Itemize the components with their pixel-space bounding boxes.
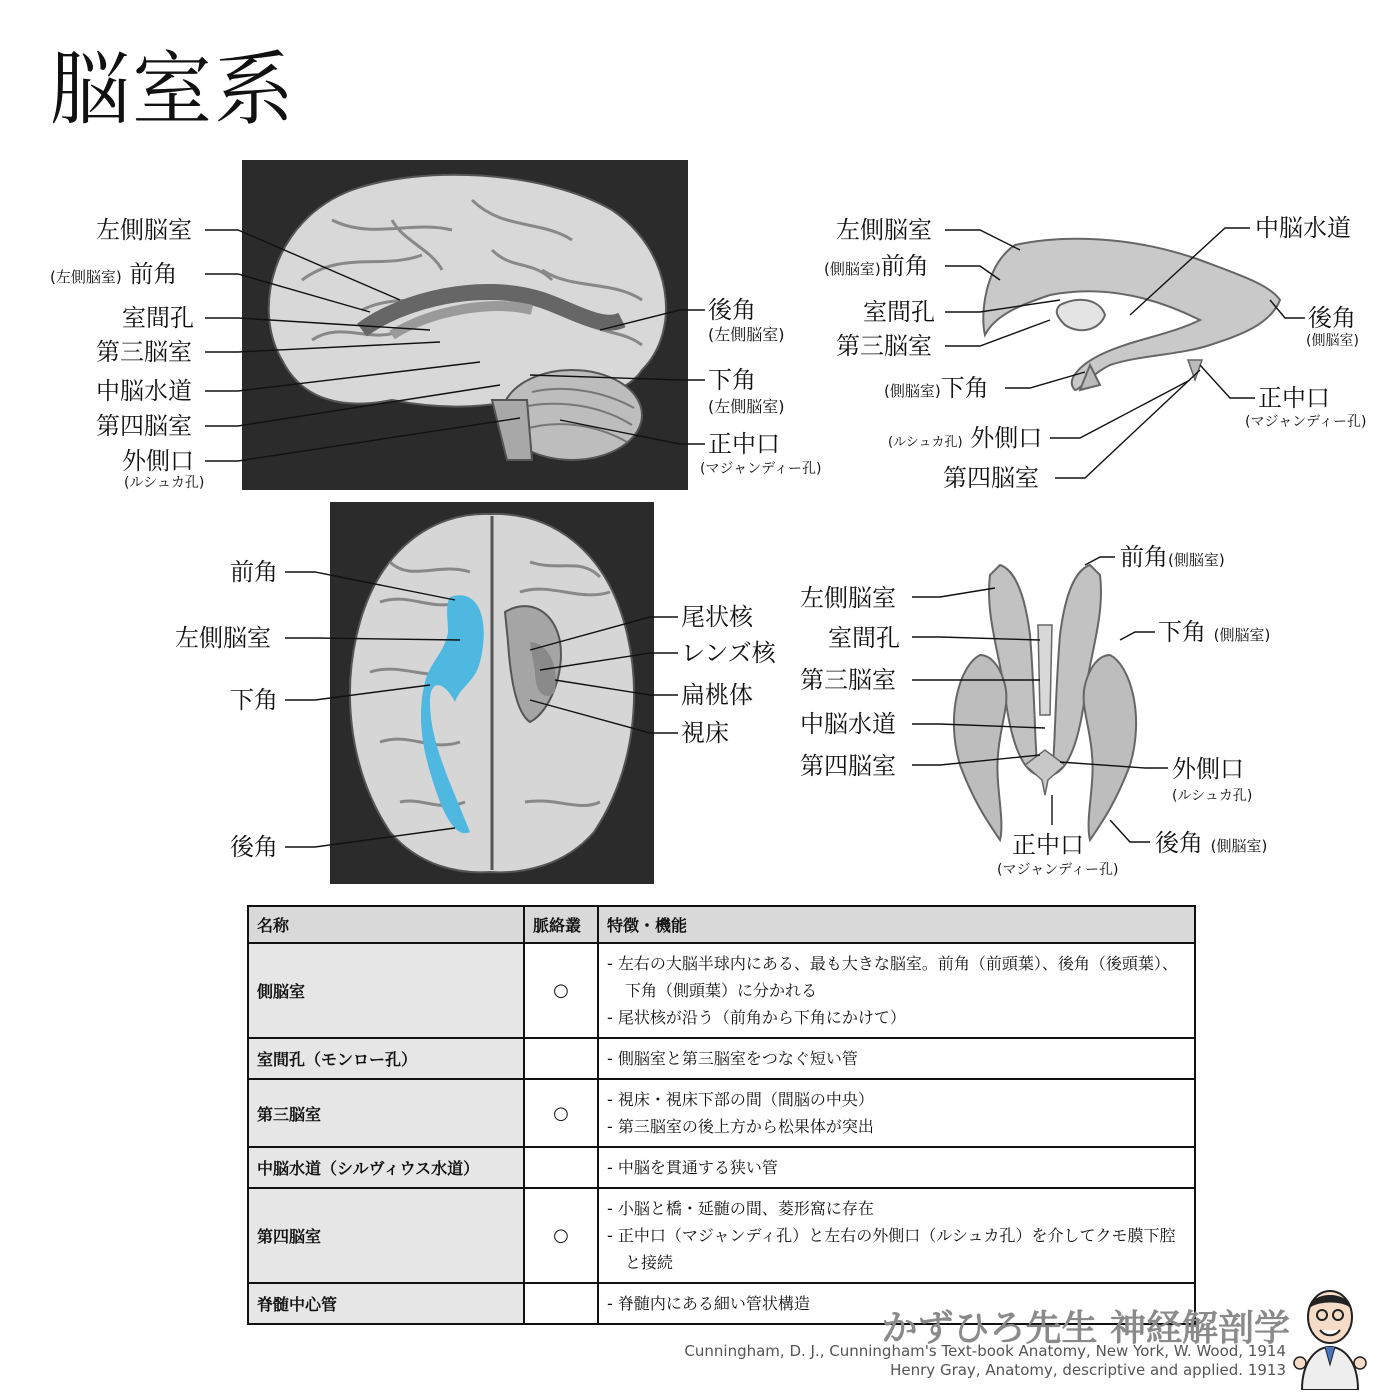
fig4-label-lateral-aperture: 外側口 (1172, 755, 1244, 783)
row-plexus (524, 1283, 598, 1324)
row-plexus: ○ (524, 1079, 598, 1147)
fig4-label-inferior-horn (1158, 617, 1270, 650)
fig1-sub-posterior: (左側脳室) (708, 325, 785, 344)
fig2-label-third-ventricle: 第三脳室 (836, 332, 932, 360)
row-features (598, 1147, 1195, 1188)
fig2-label-median-aperture: 正中口 (1258, 384, 1330, 412)
fig2-lateral-aperture-text: 外側口 (970, 424, 1043, 452)
feature-line: - 脊髄内にある細い管状構造 (607, 1294, 810, 1313)
fig1-sub-luschka: (ルシュカ孔) (124, 475, 205, 491)
row-name: 第三脳室 (248, 1079, 524, 1147)
fig4-label-cerebral-aqueduct: 中脳水道 (800, 710, 896, 738)
fig2-sub-magendie: (マジャンディー孔) (1245, 414, 1367, 430)
fig4-sub-anterior: (側脳室) (1168, 551, 1225, 569)
fig2-label-fourth-ventricle: 第四脳室 (943, 464, 1039, 492)
fig4-inferior-text: 下角 (1158, 618, 1206, 646)
header-name: 名称 (248, 906, 524, 943)
table-row (248, 1079, 1195, 1147)
fig3-label-anterior-horn: 前角 (230, 558, 278, 586)
feature-line: - 左右の大脳半球内にある、最も大きな脳室。前角（前頭葉）、後角（後頭葉）、下角（側頭葉）に分かれる (607, 954, 1178, 1000)
fig1-label-third-ventricle: 第三脳室 (96, 338, 192, 366)
fig3-label-inferior-horn: 下角 (230, 686, 278, 714)
ventricle-table (247, 905, 1196, 1325)
fig1-label-anterior-horn (50, 259, 177, 292)
fig2-label-cerebral-aqueduct: 中脳水道 (1255, 214, 1351, 242)
fig1-label-lateral-aperture: 外側口 (122, 447, 194, 475)
row-name: 第四脳室 (248, 1188, 524, 1283)
fig3-label-amygdala: 扁桃体 (681, 681, 753, 709)
page-title: 脳室系 (50, 43, 296, 136)
row-plexus: ○ (524, 943, 598, 1038)
row-name: 脊髄中心管 (248, 1283, 524, 1324)
fig2-anterior-text: 前角 (880, 252, 929, 280)
fig4-label-fourth-ventricle: 第四脳室 (800, 752, 896, 780)
avatar (1292, 1285, 1368, 1390)
fig2-prefix-anterior: (側脳室) (824, 260, 881, 278)
header-features: 特徴・機能 (598, 906, 1195, 943)
fig4-label-third-ventricle: 第三脳室 (800, 666, 896, 694)
fig2-label-inferior-horn (884, 373, 989, 406)
fig2-label-anterior-horn (824, 251, 929, 284)
fig1-label-posterior-horn: 後角 (708, 296, 756, 324)
fig1-label-median-aperture: 正中口 (708, 430, 780, 458)
fig4-label-posterior-horn (1155, 828, 1267, 861)
fig1-label-lateral-ventricle: 左側脳室 (96, 216, 192, 244)
citation-2: Henry Gray, Anatomy, descriptive and applied. 1913 (890, 1361, 1286, 1379)
fig1-prefix-left-lateral: (左側脳室) (50, 268, 122, 286)
fig1-label-cerebral-aqueduct: 中脳水道 (96, 377, 192, 405)
fig2-sub-posterior: (側脳室) (1306, 333, 1359, 349)
feature-line: - 視床・視床下部の間（間脳の中央） (607, 1090, 874, 1109)
table-header-row (248, 906, 1195, 943)
fig4-label-median-aperture: 正中口 (1012, 831, 1084, 859)
fig2-prefix-luschka: (ルシュカ孔) (888, 435, 963, 450)
fig1-label-fourth-ventricle: 第四脳室 (96, 412, 192, 440)
row-name: 中脳水道（シルヴィウス水道） (248, 1147, 524, 1188)
table-row (248, 1188, 1195, 1283)
fig3-label-lateral-ventricle: 左側脳室 (175, 624, 271, 652)
fig4-sub-luschka: (ルシュカ孔) (1172, 788, 1253, 804)
row-features (598, 1188, 1195, 1283)
feature-line: - 正中口（マジャンディ孔）と左右の外側口（ルシュカ孔）を介してクモ膜下腔と接続 (607, 1226, 1176, 1272)
feature-line: - 尾状核が沿う（前角から下角にかけて） (607, 1008, 906, 1027)
table-row (248, 1038, 1195, 1079)
fig1-label-inferior-horn: 下角 (708, 366, 756, 394)
citation-1: Cunningham, D. J., Cunningham's Text-book Anatomy, New York, W. Wood, 1914 (684, 1342, 1286, 1360)
row-name: 室間孔（モンロー孔） (248, 1038, 524, 1079)
fig2-prefix-inferior: (側脳室) (884, 382, 941, 400)
fig2-inferior-text: 下角 (940, 374, 989, 402)
fig4-sub-posterior: (側脳室) (1210, 837, 1268, 855)
row-name: 側脳室 (248, 943, 524, 1038)
feature-line: - 中脳を貫通する狭い管 (607, 1158, 778, 1177)
fig3-label-caudate-nucleus: 尾状核 (681, 603, 753, 631)
header-plexus: 脈絡叢 (524, 906, 598, 943)
fig1-label-interventricular-foramen: 室間孔 (122, 304, 194, 332)
fig2-label-lateral-aperture (888, 423, 1042, 458)
feature-line: - 側脳室と第三脳室をつなぐ短い管 (607, 1049, 858, 1068)
row-features (598, 943, 1195, 1038)
fig4-anterior-text: 前角 (1120, 543, 1168, 571)
fig4-label-interventricular-foramen: 室間孔 (828, 624, 900, 652)
fig4-label-lateral-ventricle: 左側脳室 (800, 584, 896, 612)
feature-line: - 第三脳室の後上方から松果体が突出 (607, 1117, 874, 1136)
row-features (598, 1079, 1195, 1147)
table-row (248, 1147, 1195, 1188)
feature-line: - 小脳と橋・延髄の間、菱形窩に存在 (607, 1199, 874, 1218)
row-plexus (524, 1038, 598, 1079)
fig4-sub-inferior: (側脳室) (1213, 626, 1271, 644)
table-row (248, 943, 1195, 1038)
fig1-sub-inferior: (左側脳室) (708, 397, 785, 416)
row-plexus: ○ (524, 1188, 598, 1283)
fig1-anterior-horn-text: 前角 (129, 260, 178, 288)
fig2-label-interventricular-foramen: 室間孔 (863, 298, 935, 326)
fig4-sub-magendie: (マジャンディー孔) (997, 862, 1119, 878)
fig1-sub-magendie: (マジャンディー孔) (700, 461, 822, 477)
fig2-label-lateral-ventricle: 左側脳室 (836, 216, 932, 244)
row-features (598, 1038, 1195, 1079)
fig2-label-posterior-horn: 後角 (1308, 304, 1356, 332)
brand-name: かずひろ先生 神経解剖学 (881, 1308, 1290, 1349)
row-plexus (524, 1147, 598, 1188)
fig3-label-thalamus: 視床 (681, 719, 729, 747)
fig4-label-anterior-horn (1120, 542, 1225, 575)
fig4-posterior-text: 後角 (1155, 829, 1203, 857)
fig3-label-posterior-horn: 後角 (230, 833, 278, 861)
fig3-label-lentiform-nucleus: レンズ核 (681, 639, 776, 667)
